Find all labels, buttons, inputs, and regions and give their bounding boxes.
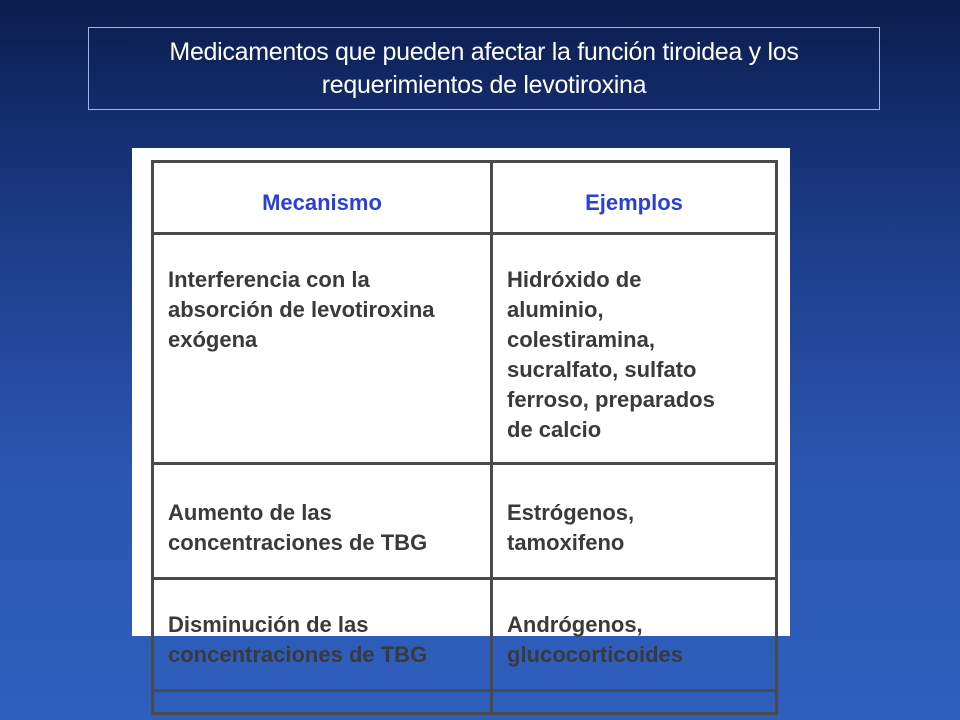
mechanism-cell [153,234,492,464]
drug-table-image [132,148,790,667]
mechanism-cell [153,579,492,691]
cell-line: Disminución de las [168,612,369,637]
cell-line: concentraciones de TBG [168,642,428,667]
cell-line: Estrógenos, [507,500,635,525]
header-mechanism: Mecanismo [153,162,492,234]
cell-line: glucocorticoides [507,642,684,667]
cell-line: Aumento de las [168,500,332,525]
examples-cell [492,464,777,579]
slide-title [88,27,880,110]
table-header-row [153,162,777,234]
examples-cell [492,234,777,464]
cell-line: Interferencia con la [168,267,370,292]
slide-title-line-2: requerimientos de levotiroxina [321,70,647,99]
mechanism-cell [153,464,492,579]
cell-line: concentraciones de TBG [168,530,428,555]
empty-cell [153,691,492,714]
table-row [153,579,777,691]
empty-cell [492,691,777,714]
cell-line: ferroso, preparados [507,387,715,412]
table-row [153,464,777,579]
cell-line: colestiramina, [507,327,655,352]
cell-line: Andrógenos, [507,612,643,637]
examples-cell [492,579,777,691]
cell-line: absorción de levotiroxina [168,297,435,322]
cell-line: tamoxifeno [507,530,625,555]
cell-line: sucralfato, sulfato [507,357,697,382]
cell-line: Hidróxido de [507,267,642,292]
cell-line: aluminio, [507,297,604,322]
header-examples: Ejemplos [492,162,777,234]
cell-line: de calcio [507,417,602,442]
slide-title-line-1: Medicamentos que pueden afectar la función tiroidea y los [169,37,799,66]
drug-table [151,160,778,715]
cell-line: exógena [168,327,258,352]
table-row [153,234,777,464]
table-row-cropped [153,691,777,714]
